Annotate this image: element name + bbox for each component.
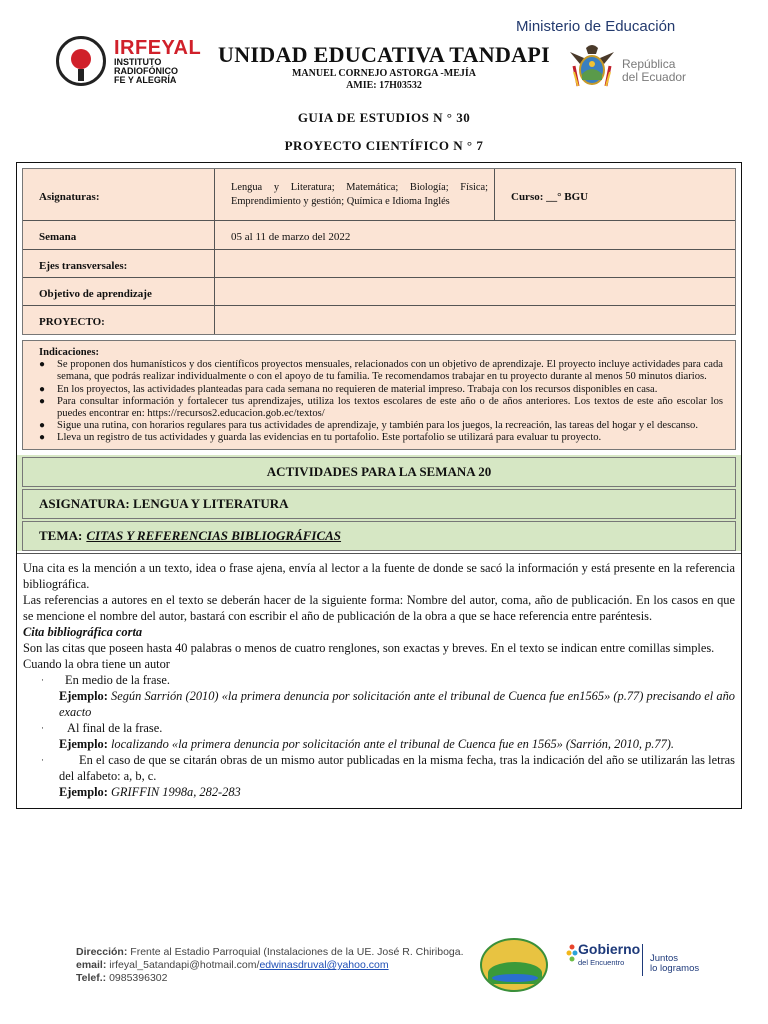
semana-value: 05 al 11 de marzo del 2022 [231,231,351,243]
asignatura-title: ASIGNATURA: LENGUA Y LITERATURA [22,489,736,519]
gobierno-divider [642,944,643,976]
indicacion-item: ● Para consultar información y fortalecer tus aprendizajes, utiliza los textos escolares de este año o de años anteriores. Los textos de este año escolar los puedes encontrar en: https://recursos2.educacion.gob.ec/textos/ [39,396,723,420]
gobierno-name: Gobierno [578,941,641,957]
email-link[interactable]: edwinasdruval@yahoo.com [259,959,389,971]
email-label: email: [76,959,107,971]
ministerio-title: Ministerio de Educación [516,18,676,35]
row-proyecto [23,306,735,334]
example-label: Ejemplo: [59,736,108,751]
info-table [22,168,736,335]
gobierno-subtitle: del Encuentro [578,958,625,967]
school-name: UNIDAD EDUCATIVA TANDAPI [218,42,550,67]
document-header [0,0,768,100]
indicacion-item: ● En los proyectos, las actividades planteadas para cada semana no requieren de material impreso. Trabaja con los recursos disponibles en casa. [39,384,723,396]
row-asignaturas [23,169,735,221]
proyecto-value [215,306,231,334]
indicaciones-title: Indicaciones: [39,347,100,358]
objetivo-value [215,278,231,305]
paragraph: Cuando la obra tiene un autor [23,656,170,671]
semana-label: Semana [23,221,215,249]
bullet-text: Al final de la frase. [67,720,163,735]
proyecto-title: PROYECTO CIENTÍFICO N ° 7 [284,138,484,153]
ejes-value [215,250,231,277]
footer-contact [76,946,464,985]
example-label: Ejemplo: [59,784,108,799]
example-text: localizando «la primera denuncia por solicitación ante el tribunal de Cuenca fue en 1565» (Sarrión, 2010, p.77). [110,736,675,751]
bullet-item [23,720,735,736]
bullet-dot: · [41,674,44,685]
asignaturas-label: Asignaturas: [23,169,215,220]
row-ejes [23,250,735,278]
objetivo-label: Objetivo de aprendizaje [23,278,215,305]
phone-value: 0985396302 [109,972,168,984]
activities-header [17,455,741,551]
indicacion-item: ● Se proponen dos humanísticos y dos científicos proyectos mensuales, relacionados con un objetivo de aprendizaje. El proyecto incluye actividades para cada semana, que podrás realizar individualmente o con el apoyo de tu familia. Te recomendamos trabajar en tu proyecto durante al menos 50 minutos diarios. [39,359,723,383]
paragraph: Las referencias a autores en el texto se deberán hacer de la siguiente forma: Nombre del autor, coma, año de publicación. En los casos en que se mencione el nombre del autor, bastará con escribir el año de publicación de la obra a que se hace referencia entre paréntesis. [23,592,735,623]
footer-address [76,946,464,959]
address-label: Dirección: [76,946,128,958]
juntos-slogan: Juntos lo logramos [650,953,700,974]
bullet-item [23,752,735,784]
asignaturas-value: Lengua y Literatura; Matemática; Biología; Física; Emprendimiento y gestión; Química e Idioma Inglés [215,169,495,220]
republica-label: República del Ecuador [622,57,687,84]
school-block [212,42,556,92]
actividades-title: ACTIVIDADES PARA LA SEMANA 20 [22,457,736,487]
row-semana [23,221,735,250]
school-seal-icon [480,938,548,992]
example [23,736,735,752]
bullet-dot: · [41,754,44,765]
example [23,688,735,720]
footer-email [76,959,464,972]
bullet-text: En el caso de que se citarán obras de un mismo autor publicadas en la misma fecha, tras la indicación del año se utilizarán las letras del alfabeto: a, b, c. [59,752,735,783]
curso-label: Curso: __° BGU [511,190,589,203]
phone-label: Telef.: [76,972,107,984]
indicacion-item: ● Lleva un registro de tus actividades y guarda las evidencias en tu portafolio. Este portafolio se utilizará para evaluar tu proyecto. [39,432,723,444]
irfeyal-subtitle: INSTITUTO RADIOFÓNICO FE Y ALEGRÍA [114,57,178,85]
irfeyal-name: IRFEYAL [114,37,202,59]
gobierno-logo-icon [566,942,578,980]
example-text: GRIFFIN 1998a, 282-283 [110,784,241,799]
tema-label: TEMA: [39,527,83,543]
footer-phone [76,972,464,985]
example-text: Según Sarrión (2010) «la primera denuncia por solicitación ante el tribunal de Cuenca fue en1565» (p.77) precisando el año exacto [59,688,735,719]
indicacion-item: ● Sigue una rutina, con horarios regulares para tus actividades de aprendizaje, y también para los juegos, la recreación, las tareas del hogar y el descanso. [39,420,723,432]
example-label: Ejemplo: [59,688,108,703]
bullet-text: En medio de la frase. [65,672,170,687]
study-guide-table [16,162,742,809]
tema-title [22,521,736,551]
ejes-label: Ejes transversales: [23,250,215,277]
bullet-item [23,672,735,688]
ecuador-crest-icon [566,42,618,92]
irfeyal-logo [56,32,206,88]
school-director: MANUEL CORNEJO ASTORGA -MEJÍA [291,68,476,79]
guia-title: GUIA DE ESTUDIOS N ° 30 [297,110,471,125]
paragraph: Son las citas que poseen hasta 40 palabras o menos de cuatro renglones, son exactas y breves. En el texto se indican entre comillas simples. [23,640,715,655]
proyecto-label: PROYECTO: [23,306,215,334]
example [23,784,735,800]
address-value: Frente al Estadio Parroquial (Instalaciones de la UE. José R. Chiriboga. [130,946,464,958]
email-value: irfeyal_5atandapi@hotmail.com/ [109,959,260,971]
indicaciones-box [22,340,736,450]
lesson-content [17,553,741,808]
paragraph: Una cita es la mención a un texto, idea o frase ajena, envía al lector a la fuente de donde se sacó la información y está presente en la referencia bibliográfica. [23,560,735,591]
indicaciones-list [39,359,723,444]
school-amie: AMIE: 17H03532 [346,80,422,91]
bullet-dot: · [41,722,44,733]
tema-value: CITAS Y REFERENCIAS BIBLIOGRÁFICAS [86,527,342,543]
row-objetivo [23,278,735,306]
irfeyal-emblem-icon [56,36,106,86]
section-heading: Cita bibliográfica corta [23,624,143,639]
